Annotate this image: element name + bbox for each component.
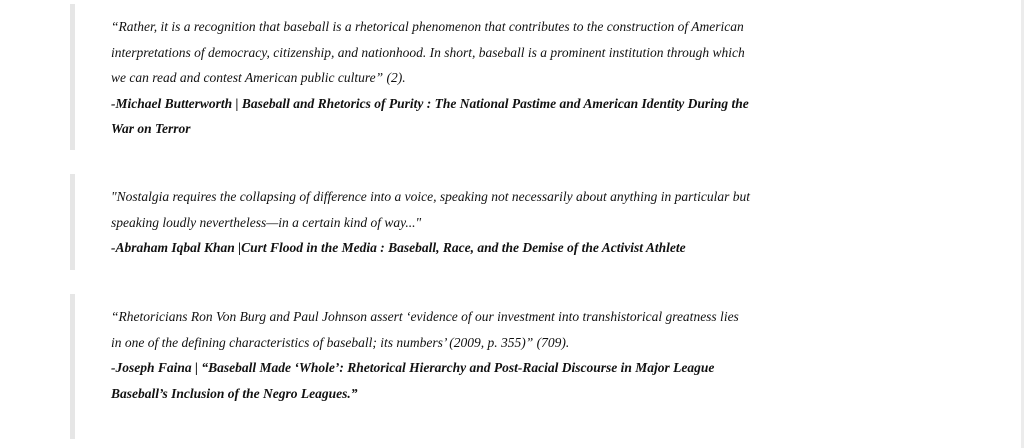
blockquote-khan [70, 174, 750, 270]
quote-text: “Rather, it is a recognition that baseball is a rhetorical phenomenon that contributes to the construction of American interpretations of democracy, citizenship, and nationhood. In short, baseball is a prominent institution through which we can read and contest American public culture” (2). [111, 19, 745, 85]
quote-attribution: -Joseph Faina | “Baseball Made ‘Whole’: Rhetorical Hierarchy and Post-Racial Discourse in Major League Baseball’s Inclusion of the Negro Leagues.” [111, 360, 715, 401]
blockquote-faina [70, 294, 750, 439]
quote-text: "Nostalgia requires the collapsing of difference into a voice, speaking not necessarily about anything in particular but speaking loudly nevertheless—in a certain kind of way..." [111, 189, 750, 230]
quote-attribution: -Michael Butterworth | Baseball and Rhetorics of Purity : The National Pastime and American Identity During the War on Terror [111, 95, 749, 136]
blockquote-butterworth [70, 4, 750, 150]
quote-attribution: -Abraham Iqbal Khan |Curt Flood in the Media : Baseball, Race, and the Demise of the Activist Athlete [111, 240, 686, 255]
quote-text: “Rhetoricians Ron Von Burg and Paul Johnson assert ‘evidence of our investment into transhistorical greatness lies in one of the defining characteristics of baseball; its numbers’ (2009, p. 355)” (709). [111, 309, 739, 350]
